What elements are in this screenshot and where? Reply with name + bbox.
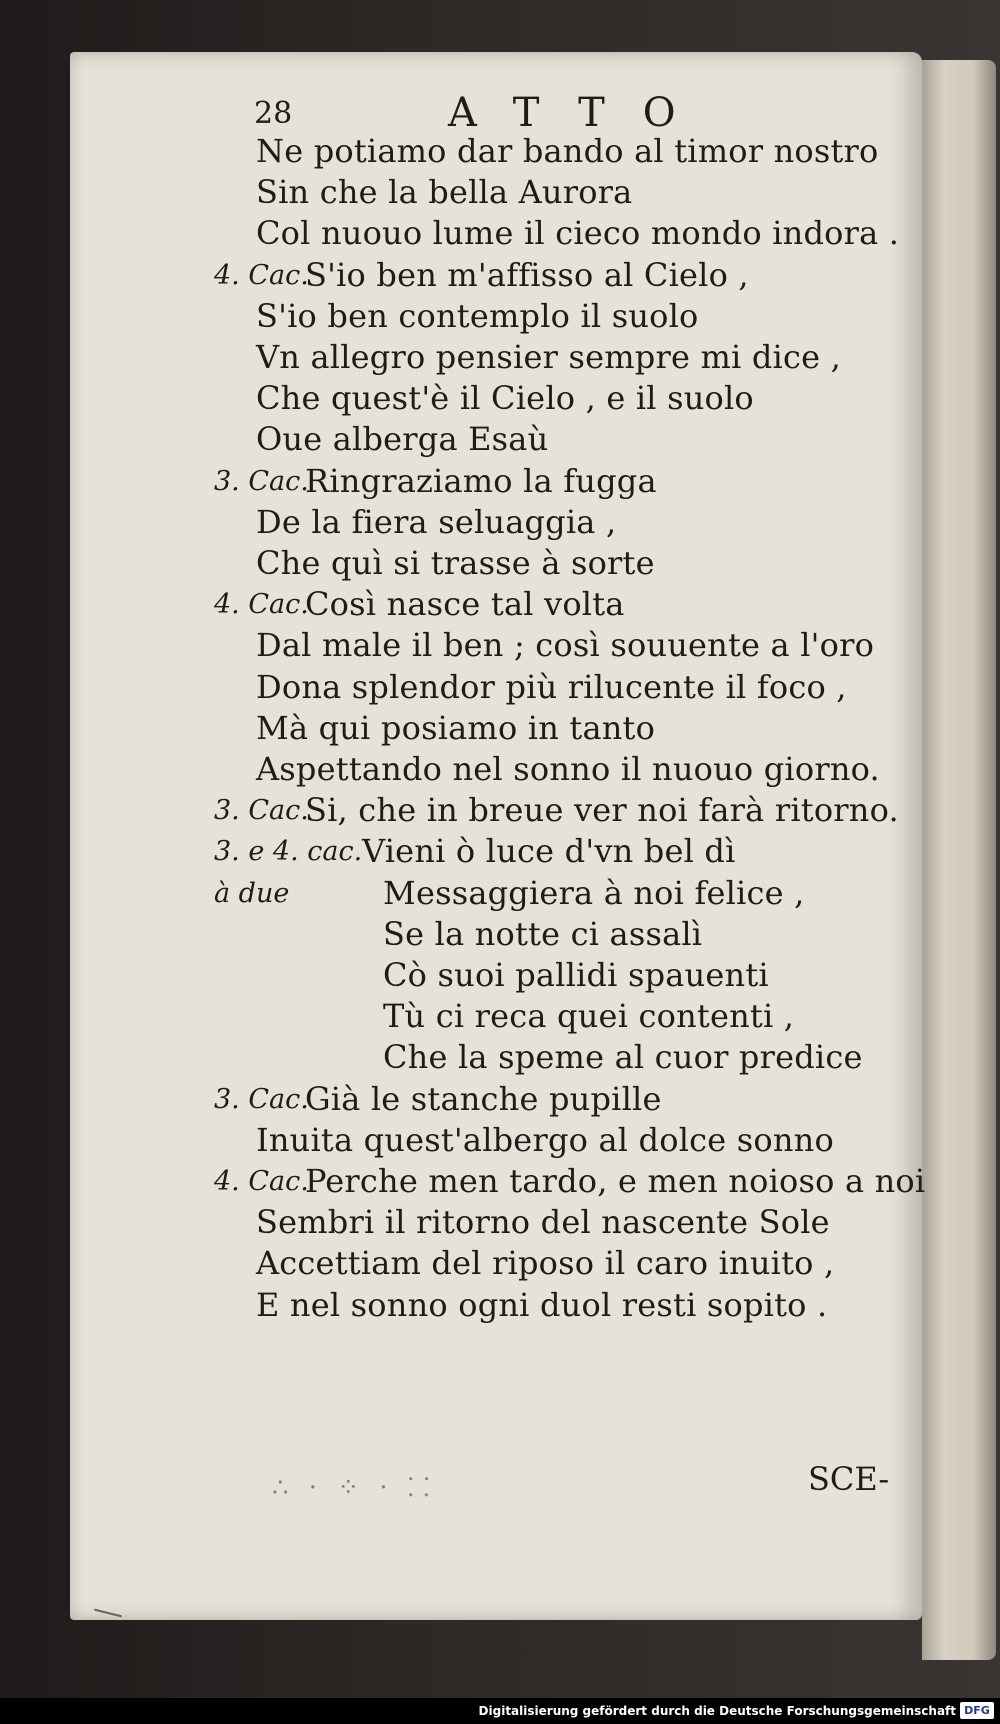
verse-line: Aspettando nel sonno il nuouo giorno. xyxy=(256,750,880,788)
verse-line: Inuita quest'albergo al dolce sonno xyxy=(256,1121,834,1159)
footer-credit: Digitalisierung gefördert durch die Deutsche Forschungsgemeinschaft xyxy=(478,1704,956,1718)
speaker-label: 4. Cac. xyxy=(214,1166,309,1197)
verse-line: Ne potiamo dar bando al timor nostro xyxy=(256,132,879,170)
verse-line: Ringraziamo la fugga xyxy=(305,462,657,500)
verse-line: Tù ci reca quei contenti , xyxy=(383,997,795,1035)
printer-ornament: ∴ · ⁘ · ⸬ xyxy=(272,1473,436,1503)
page-number: 28 xyxy=(254,96,293,131)
verse-line: E nel sonno ogni duol resti sopito . xyxy=(256,1286,828,1324)
running-header: ATTO xyxy=(448,90,714,136)
verse-line: Vn allegro pensier sempre mi dice , xyxy=(256,338,841,376)
next-page-edge xyxy=(922,60,996,1660)
verse-line: Che quest'è il Cielo , e il suolo xyxy=(256,379,754,417)
verse-line: Dal male il ben ; così souuente a l'oro xyxy=(256,626,875,664)
speaker-label: 4. Cac. xyxy=(214,589,309,620)
verse-line: Perche men tardo, e men noioso a noi xyxy=(305,1162,926,1200)
dfg-logo: DFG xyxy=(960,1702,994,1719)
verse-line: S'io ben m'affisso al Cielo , xyxy=(305,256,749,294)
speaker-label: à due xyxy=(214,878,290,909)
verse-line: Che quì si trasse à sorte xyxy=(256,544,655,582)
verse-line: S'io ben contemplo il suolo xyxy=(256,297,699,335)
speaker-label: 3. Cac. xyxy=(214,795,309,826)
verse-line: Oue alberga Esaù xyxy=(256,420,549,458)
verse-line: Col nuouo lume il cieco mondo indora . xyxy=(256,214,900,252)
catchword: SCE- xyxy=(808,1460,890,1498)
verse-line: Se la notte ci assalì xyxy=(383,915,703,953)
speaker-label: 3. Cac. xyxy=(214,1084,309,1115)
verse-line: Così nasce tal volta xyxy=(305,585,625,623)
speaker-label: 3. Cac. xyxy=(214,466,309,497)
verse-line: Che la speme al cuor predice xyxy=(383,1038,863,1076)
verse-line: Cò suoi pallidi spauenti xyxy=(383,956,769,994)
speaker-label: 4. Cac. xyxy=(214,260,309,291)
verse-line: Mà qui posiamo in tanto xyxy=(256,709,656,747)
verse-line: Accettiam del riposo il caro inuito , xyxy=(256,1244,835,1282)
speaker-label: 3. e 4. cac. xyxy=(214,836,363,867)
verse-line: Si, che in breue ver noi farà ritorno. xyxy=(305,791,899,829)
verse-line: Già le stanche pupille xyxy=(305,1080,662,1118)
verse-line: Vieni ò luce d'vn bel dì xyxy=(362,832,736,870)
verse-line: Dona splendor più rilucente il foco , xyxy=(256,668,847,706)
verse-line: Sin che la bella Aurora xyxy=(256,173,633,211)
verse-line: De la fiera seluaggia , xyxy=(256,503,617,541)
verse-line: Messaggiera à noi felice , xyxy=(383,874,805,912)
verse-line: Sembri il ritorno del nascente Sole xyxy=(256,1203,830,1241)
